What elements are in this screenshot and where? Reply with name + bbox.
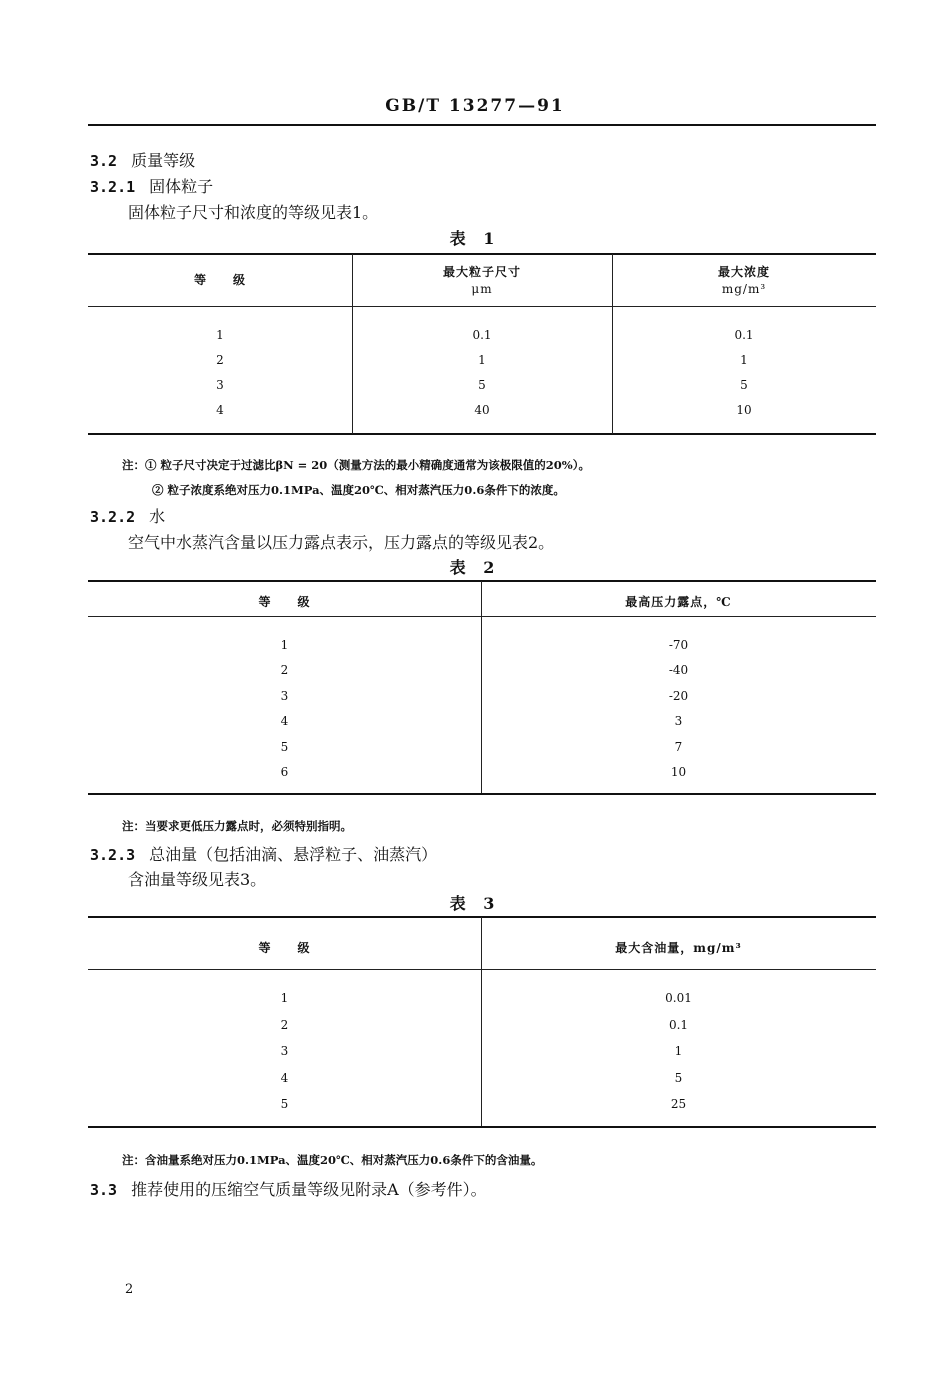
table2-body xyxy=(88,638,876,790)
cell-oil: 1 xyxy=(674,1044,683,1058)
table-row xyxy=(88,403,876,428)
table3-body xyxy=(88,991,876,1124)
section-number: 3.2.3 xyxy=(90,846,136,864)
section-title: 固体粒子 xyxy=(149,177,214,196)
cell-grade: 4 xyxy=(216,403,224,417)
cell-grade: 1 xyxy=(216,328,224,342)
table1-bottom-rule xyxy=(88,433,876,435)
cell-grade: 3 xyxy=(280,1044,289,1058)
table3-header-grade: 等 级 xyxy=(258,941,311,955)
cell-grade: 2 xyxy=(280,1017,289,1032)
table2-bottom-rule xyxy=(88,793,876,795)
page-number: 2 xyxy=(125,1282,134,1297)
section-3-3 xyxy=(90,1177,487,1200)
table1-body xyxy=(88,328,876,428)
cell-dewpoint: 3 xyxy=(674,714,683,729)
table-row xyxy=(88,765,876,790)
section-title: 质量等级 xyxy=(131,151,196,170)
cell-grade: 5 xyxy=(280,1097,289,1111)
cell-concentration: 10 xyxy=(736,403,752,417)
table1-top-rule xyxy=(88,253,876,255)
cell-oil: 0.1 xyxy=(668,1017,689,1032)
cell-concentration: 0.1 xyxy=(734,328,754,342)
cell-grade: 3 xyxy=(216,378,224,392)
section-number: 3.3 xyxy=(90,1181,118,1199)
cell-concentration: 5 xyxy=(740,378,748,392)
paragraph-water: 空气中水蒸汽含量以压力露点表示，压力露点的等级见表2。 xyxy=(128,533,555,552)
cell-dewpoint: -20 xyxy=(668,688,689,703)
paragraph-solid-particles: 固体粒子尺寸和浓度的等级见表1。 xyxy=(128,203,379,222)
table-row xyxy=(88,689,876,714)
table1-header-concentration xyxy=(612,264,876,298)
cell-grade: 2 xyxy=(280,663,289,678)
table2-header-grade: 等 级 xyxy=(258,595,311,609)
table1-note-1: 注：① 粒子尺寸决定于过滤比βN = 20（测量方法的最小精确度通常为该极限值的20%）。 xyxy=(122,458,590,472)
table-row xyxy=(88,638,876,663)
cell-dewpoint: -40 xyxy=(668,663,689,678)
cell-grade: 1 xyxy=(280,638,289,652)
table-row xyxy=(88,991,876,1018)
cell-oil: 25 xyxy=(670,1097,687,1111)
document-code: GB/T 13277—91 xyxy=(385,96,565,116)
section-number: 3.2.1 xyxy=(90,178,136,196)
cell-grade: 4 xyxy=(280,714,289,729)
section-3-2-2 xyxy=(90,504,165,527)
cell-dewpoint: 7 xyxy=(674,739,683,754)
cell-grade: 1 xyxy=(280,991,289,1005)
cell-dewpoint: -70 xyxy=(668,638,689,652)
table-row xyxy=(88,378,876,403)
section-3-2 xyxy=(90,148,195,171)
table-row xyxy=(88,740,876,765)
table3-note: 注：含油量系绝对压力0.1MPa、温度20℃、相对蒸汽压力0.6条件下的含油量。 xyxy=(122,1153,543,1167)
table3-caption: 表 3 xyxy=(449,894,501,913)
cell-size: 0.1 xyxy=(472,328,492,342)
section-number: 3.2.2 xyxy=(90,508,136,526)
table-row xyxy=(88,328,876,353)
header-unit: mg/m³ xyxy=(721,282,767,296)
table-row xyxy=(88,663,876,688)
table-row xyxy=(88,1018,876,1045)
table-row xyxy=(88,353,876,378)
header-label: 最大浓度 xyxy=(717,265,770,279)
section-3-2-1 xyxy=(90,174,213,197)
table2-note: 注：当要求更低压力露点时，必须特别指明。 xyxy=(122,819,352,833)
table3-bottom-rule xyxy=(88,1126,876,1128)
cell-grade: 4 xyxy=(280,1070,289,1085)
table1-header-size xyxy=(352,264,612,298)
table3-top-rule xyxy=(88,916,876,918)
table2-caption: 表 2 xyxy=(449,558,501,577)
table-row xyxy=(88,1097,876,1124)
table1-note-2: ② 粒子浓度系绝对压力0.1MPa、温度20℃、相对蒸汽压力0.6条件下的浓度。 xyxy=(152,483,565,497)
cell-size: 5 xyxy=(478,378,486,392)
cell-concentration: 1 xyxy=(740,353,748,367)
cell-grade: 3 xyxy=(280,688,289,703)
cell-size: 40 xyxy=(474,403,490,417)
table2-header-dewpoint: 最高压力露点，℃ xyxy=(625,595,732,609)
cell-oil: 5 xyxy=(674,1070,683,1085)
section-title: 水 xyxy=(149,507,166,526)
table-row xyxy=(88,1071,876,1098)
header-rule xyxy=(88,124,876,126)
table3-header-oil: 最大含油量，mg/m³ xyxy=(615,941,742,955)
header-label: 最大粒子尺寸 xyxy=(442,265,521,279)
cell-grade: 6 xyxy=(280,764,289,779)
table1-caption: 表 1 xyxy=(449,229,501,248)
table-row xyxy=(88,714,876,739)
table1-header-rule xyxy=(88,306,876,307)
table-row xyxy=(88,1044,876,1071)
section-number: 3.2 xyxy=(90,152,118,170)
table1-header-grade: 等 级 xyxy=(193,273,246,287)
paragraph-oil: 含油量等级见表3。 xyxy=(128,870,267,889)
section-3-2-3 xyxy=(90,842,437,865)
header-unit: μm xyxy=(471,282,493,296)
section-title: 推荐使用的压缩空气质量等级见附录A（参考件）。 xyxy=(131,1180,487,1199)
cell-dewpoint: 10 xyxy=(670,764,687,779)
section-title: 总油量（包括油滴、悬浮粒子、油蒸汽） xyxy=(149,845,438,864)
cell-grade: 5 xyxy=(280,739,289,754)
cell-grade: 2 xyxy=(216,353,224,367)
cell-size: 1 xyxy=(478,353,486,367)
cell-oil: 0.01 xyxy=(665,991,692,1005)
table2-top-rule xyxy=(88,580,876,582)
table2-header-rule xyxy=(88,616,876,617)
table3-header-rule xyxy=(88,969,876,970)
